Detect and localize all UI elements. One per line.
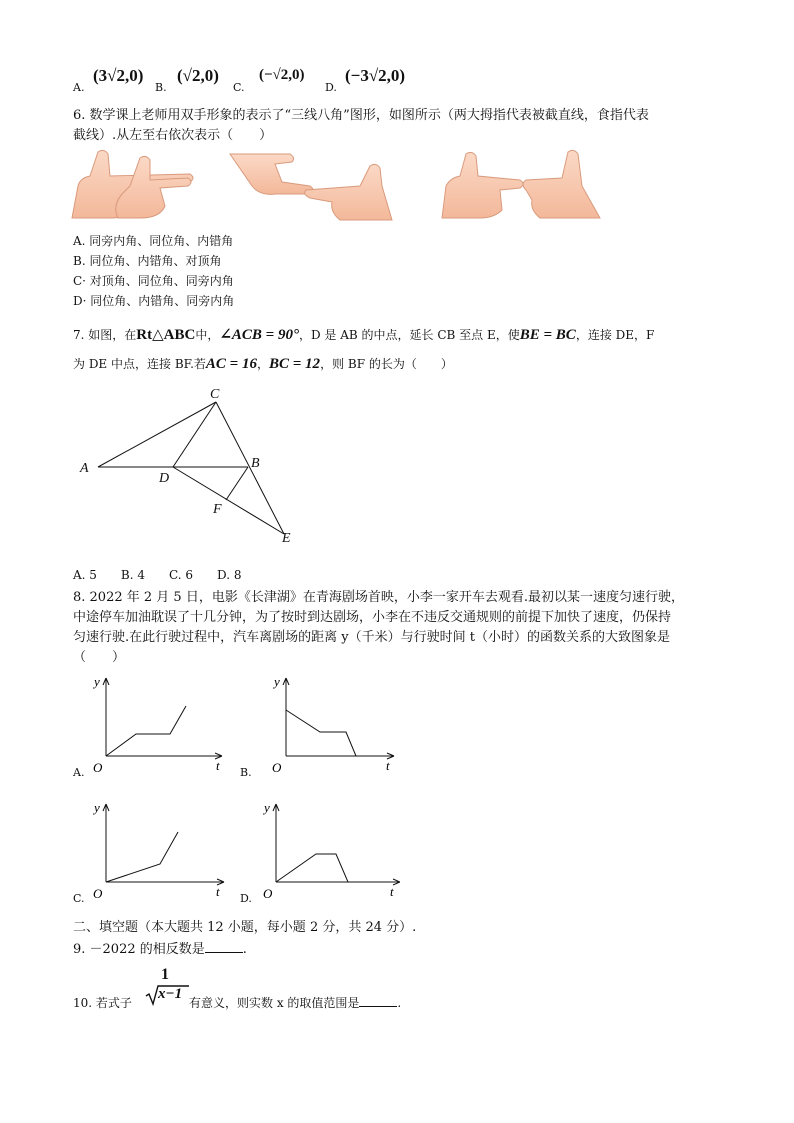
- graph-d-line: [276, 854, 348, 882]
- segment-bf: [226, 467, 248, 500]
- segment-ce: [216, 402, 284, 534]
- q9-end: .: [242, 942, 247, 957]
- q5-option-a-letter: A.: [73, 81, 85, 94]
- q5-option-d-expr: (−3√2,0): [345, 66, 406, 85]
- q8-option-b: B.: [240, 766, 252, 779]
- graph-a-t: t: [216, 758, 220, 772]
- q6-stem-line2: 截线）.从左至右依次表示（ ）: [73, 128, 273, 143]
- q7-angle: ∠ACB = 90°: [219, 327, 299, 343]
- q10-fraction: [145, 966, 187, 1006]
- q7-text-1: 7. 如图，在: [73, 328, 137, 342]
- label-e: E: [282, 531, 291, 546]
- q5-option-c-expr: (−√2,0): [259, 67, 305, 83]
- label-c: C: [210, 387, 220, 402]
- q7-bc-value: BC = 12: [269, 356, 321, 372]
- q7-text-4: ，连接 DE，F: [575, 328, 655, 342]
- q5-option-b-expr: (√2,0): [177, 66, 219, 85]
- q6-option-d: D· 同位角、内错角、同旁内角: [73, 294, 235, 308]
- q5-option-c-letter: C.: [233, 81, 245, 94]
- q10-answer-blank[interactable]: [359, 994, 397, 1007]
- q8-stem-line3: 匀速行驶.在此行驶过程中，汽车离剧场的距离 y（千米）与行驶时间 t（小时）的函数关系的大致图象是: [73, 630, 670, 645]
- q6-option-b: B. 同位角、内错角、对顶角: [73, 254, 222, 268]
- label-a: A: [80, 461, 89, 476]
- q7-rt-triangle: Rt△ABC: [136, 327, 196, 343]
- segment-ac: [98, 402, 216, 467]
- graph-d-y: y: [264, 800, 270, 815]
- graph-a-o: O: [93, 760, 103, 772]
- q8-stem-line1: 8. 2022 年 2 月 5 日，电影《长津湖》在青海剧场首映，小李一家开车去观看.最初以某一速度匀速行驶，: [73, 590, 684, 605]
- graph-b-o: O: [272, 760, 282, 772]
- q7-comma: ，: [256, 357, 269, 371]
- graph-a-line: [106, 706, 186, 756]
- q6-option-a: A. 同旁内角、同位角、内错角: [73, 234, 234, 248]
- q10-suffix: [189, 994, 401, 1011]
- q7-text-2: 中，: [195, 328, 220, 342]
- q10-suffix-text: 有意义，则实数 x 的取值范围是: [189, 996, 360, 1010]
- q8-stem-line4: （ ）: [73, 650, 126, 665]
- q7-ac-value: AC = 16: [205, 356, 257, 372]
- graph-b-line: [286, 710, 356, 756]
- graph-a-y: y: [94, 674, 100, 689]
- q7-options: A. 5 B. 4 C. 6 D. 8: [73, 568, 242, 582]
- q10-line: [73, 966, 493, 1010]
- q8-option-d: D.: [240, 892, 252, 905]
- segment-cd: [173, 402, 216, 467]
- q7-text-3: ，D 是 AB 的中点，延长 CB 至点 E，使: [298, 328, 520, 342]
- hand-pair-3: [442, 150, 600, 218]
- graph-b-y: y: [274, 674, 280, 689]
- q7-stem-line1: [73, 325, 654, 344]
- graph-c-y: y: [94, 800, 100, 815]
- q8-graph-d: [260, 798, 400, 898]
- graph-d-t: t: [390, 884, 394, 898]
- graph-c-t: t: [216, 884, 220, 898]
- q8-option-c: C.: [73, 892, 85, 905]
- q10-numerator: 1: [161, 966, 169, 983]
- q5-options: [73, 66, 433, 96]
- q8-graph-a: [90, 672, 230, 772]
- label-d: D: [159, 471, 170, 486]
- q9-line: [73, 938, 247, 957]
- q9-text: 9. －2022 的相反数是: [73, 942, 205, 957]
- q8-stem-line2: 中途停车加油耽误了十几分钟，为了按时到达剧场，小李在不违反交通规则的前提下加快了速度，仍保持: [73, 610, 672, 625]
- segment-de: [173, 467, 284, 534]
- q7-geometry-figure: [76, 384, 306, 549]
- section-2-heading: 二、填空题（本大题共 12 小题，每小题 2 分，共 24 分）.: [73, 920, 417, 935]
- q7-stem-line2: [73, 355, 453, 373]
- graph-d-o: O: [263, 886, 273, 898]
- q10-prefix: 10. 若式子: [73, 996, 132, 1010]
- q7-text-5: 为 DE 中点，连接 BF.若: [73, 357, 206, 371]
- label-f: F: [213, 502, 222, 517]
- label-b: B: [251, 456, 260, 471]
- q5-option-d-letter: D.: [325, 81, 337, 94]
- q6-hands-figure: [70, 146, 610, 226]
- q7-text-6: ，则 BF 的长为（ ）: [320, 357, 453, 371]
- hand-pair-1: [72, 150, 193, 218]
- q10-end: .: [397, 996, 402, 1010]
- q8-option-a: A.: [73, 766, 85, 779]
- q7-be-eq-bc: BE = BC: [519, 327, 576, 343]
- q6-stem-line1: 6. 数学课上老师用双手形象的表示了“三线八角”图形，如图所示（两大拇指代表被截直线，食指代表: [73, 108, 649, 123]
- q6-option-c: C· 对顶角、同位角、同旁内角: [73, 274, 234, 288]
- graph-b-t: t: [386, 758, 390, 772]
- q5-option-b-letter: B.: [155, 81, 167, 94]
- hand-pair-2: [230, 154, 392, 220]
- graph-c-o: O: [93, 886, 103, 898]
- graph-c-line: [106, 832, 178, 882]
- q5-option-a-expr: (3√2,0): [93, 66, 144, 85]
- q10-radicand: x−1: [158, 986, 183, 1002]
- q8-graph-c: [90, 798, 230, 898]
- q8-graph-b: [260, 672, 400, 772]
- q9-answer-blank[interactable]: [205, 940, 243, 953]
